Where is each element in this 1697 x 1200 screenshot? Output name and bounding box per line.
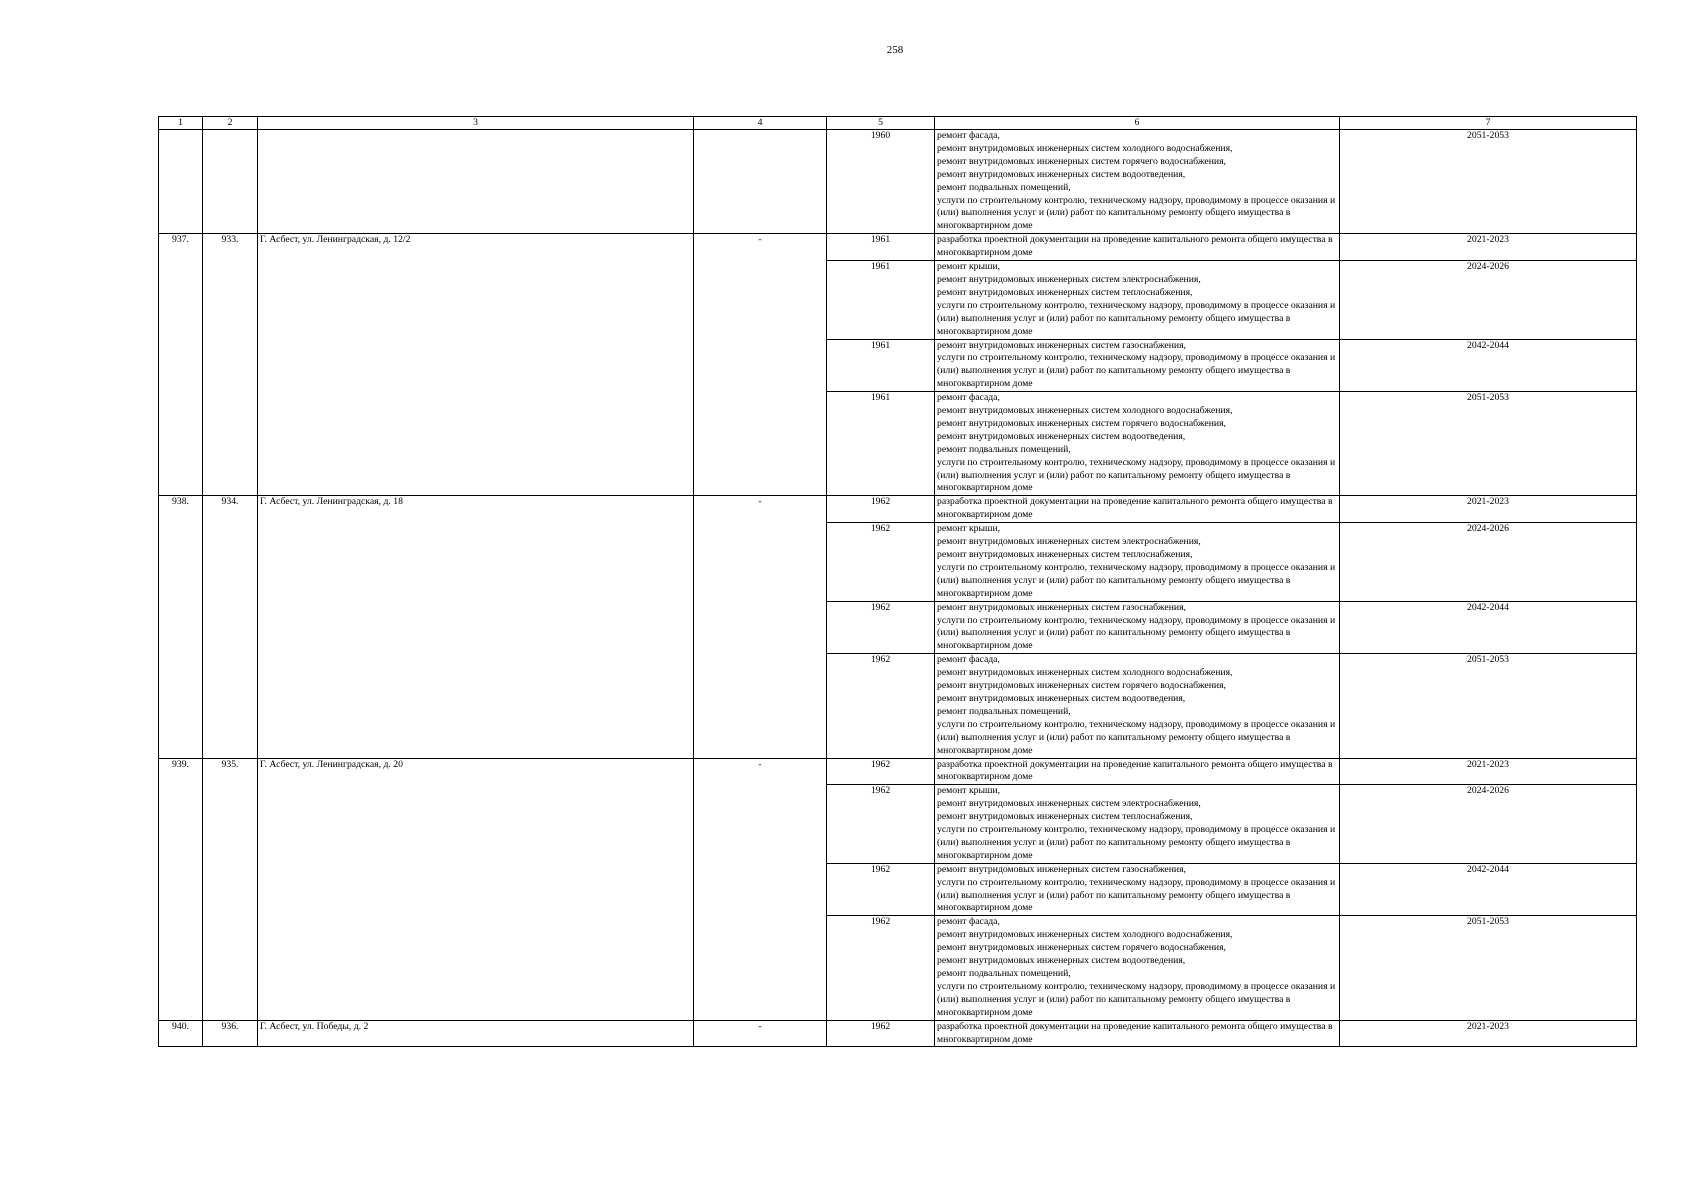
row-number-cell: 940. [159,1020,203,1047]
works-cell: ремонт фасада, ремонт внутридомовых инженерных систем холодного водоснабжения, ремонт внутридомовых инженерных систем горячего водоснабжения, ремонт внутридомовых инженерных систем водоотведения, ремонт подвальных помещений, услуги по строительному контролю, техническому надзору, проводимому в процессе оказания и (или) выполнения услуг и (или) работ по капитальному ремонту общего имущества в многоквартирном доме [935,654,1340,758]
period-cell: 2021-2023 [1340,496,1637,523]
year-cell: 1960 [827,130,935,234]
col4-cell: - [694,234,827,496]
works-cell: ремонт фасада, ремонт внутридомовых инженерных систем холодного водоснабжения, ремонт внутридомовых инженерных систем горячего водоснабжения, ремонт внутридомовых инженерных систем водоотведения, ремонт подвальных помещений, услуги по строительному контролю, техническому надзору, проводимому в процессе оказания и (или) выполнения услуг и (или) работ по капитальному ремонту общего имущества в многоквартирном доме [935,130,1340,234]
period-cell: 2021-2023 [1340,234,1637,261]
address-cell: Г. Асбест, ул. Победы, д. 2 [258,1020,694,1047]
works-cell: ремонт фасада, ремонт внутридомовых инженерных систем холодного водоснабжения, ремонт внутридомовых инженерных систем горячего водоснабжения, ремонт внутридомовых инженерных систем водоотведения, ремонт подвальных помещений, услуги по строительному контролю, техническому надзору, проводимому в процессе оказания и (или) выполнения услуг и (или) работ по капитальному ремонту общего имущества в многоквартирном доме [935,916,1340,1020]
column-header: 6 [935,117,1340,130]
header-row [159,117,1637,130]
table-header [159,117,1637,130]
year-cell: 1962 [827,758,935,785]
year-cell: 1961 [827,392,935,496]
row-number-cell: 938. [159,496,203,758]
row-code-cell: 936. [203,1020,258,1047]
year-cell: 1962 [827,654,935,758]
works-cell: ремонт внутридомовых инженерных систем газоснабжения, услуги по строительному контролю, техническому надзору, проводимому в процессе оказания и (или) выполнения услуг и (или) работ по капитальному ремонту общего имущества в многоквартирном доме [935,863,1340,916]
table-row [159,234,1637,261]
works-cell: разработка проектной документации на проведение капитального ремонта общего имущества в многоквартирном доме [935,234,1340,261]
address-cell [258,130,694,234]
period-cell: 2051-2053 [1340,654,1637,758]
page-number: 258 [886,44,904,56]
table-row [159,496,1637,523]
column-header: 2 [203,117,258,130]
address-cell: Г. Асбест, ул. Ленинградская, д. 12/2 [258,234,694,496]
col4-cell: - [694,1020,827,1047]
period-cell: 2021-2023 [1340,1020,1637,1047]
year-cell: 1962 [827,785,935,863]
year-cell: 1962 [827,496,935,523]
period-cell: 2021-2023 [1340,758,1637,785]
year-cell: 1962 [827,916,935,1020]
table-row [159,130,1637,234]
works-cell: разработка проектной документации на проведение капитального ремонта общего имущества в многоквартирном доме [935,496,1340,523]
row-code-cell: 933. [203,234,258,496]
column-header: 7 [1340,117,1637,130]
year-cell: 1961 [827,339,935,392]
year-cell: 1961 [827,234,935,261]
year-cell: 1962 [827,863,935,916]
period-cell: 2051-2053 [1340,392,1637,496]
period-cell: 2024-2026 [1340,523,1637,601]
works-cell: ремонт внутридомовых инженерных систем газоснабжения, услуги по строительному контролю, техническому надзору, проводимому в процессе оказания и (или) выполнения услуг и (или) работ по капитальному ремонту общего имущества в многоквартирном доме [935,339,1340,392]
row-number-cell: 937. [159,234,203,496]
works-cell: разработка проектной документации на проведение капитального ремонта общего имущества в многоквартирном доме [935,758,1340,785]
column-header: 3 [258,117,694,130]
column-header: 4 [694,117,827,130]
period-cell: 2042-2044 [1340,863,1637,916]
capital-repair-table [158,116,1637,1047]
address-cell: Г. Асбест, ул. Ленинградская, д. 18 [258,496,694,758]
period-cell: 2024-2026 [1340,785,1637,863]
works-cell: ремонт фасада, ремонт внутридомовых инженерных систем холодного водоснабжения, ремонт внутридомовых инженерных систем горячего водоснабжения, ремонт внутридомовых инженерных систем водоотведения, ремонт подвальных помещений, услуги по строительному контролю, техническому надзору, проводимому в процессе оказания и (или) выполнения услуг и (или) работ по капитальному ремонту общего имущества в многоквартирном доме [935,392,1340,496]
row-code-cell: 935. [203,758,258,1020]
period-cell: 2024-2026 [1340,261,1637,339]
table-row [159,758,1637,785]
row-code-cell: 934. [203,496,258,758]
year-cell: 1962 [827,601,935,654]
row-code-cell [203,130,258,234]
table-body [159,130,1637,1047]
year-cell: 1962 [827,523,935,601]
works-cell: разработка проектной документации на проведение капитального ремонта общего имущества в многоквартирном доме [935,1020,1340,1047]
row-number-cell [159,130,203,234]
works-cell: ремонт крыши, ремонт внутридомовых инженерных систем электроснабжения, ремонт внутридомовых инженерных систем теплоснабжения, услуги по строительному контролю, техническому надзору, проводимому в процессе оказания и (или) выполнения услуг и (или) работ по капитальному ремонту общего имущества в многоквартирном доме [935,523,1340,601]
year-cell: 1962 [827,1020,935,1047]
works-cell: ремонт внутридомовых инженерных систем газоснабжения, услуги по строительному контролю, техническому надзору, проводимому в процессе оказания и (или) выполнения услуг и (или) работ по капитальному ремонту общего имущества в многоквартирном доме [935,601,1340,654]
works-cell: ремонт крыши, ремонт внутридомовых инженерных систем электроснабжения, ремонт внутридомовых инженерных систем теплоснабжения, услуги по строительному контролю, техническому надзору, проводимому в процессе оказания и (или) выполнения услуг и (или) работ по капитальному ремонту общего имущества в многоквартирном доме [935,785,1340,863]
column-header: 1 [159,117,203,130]
period-cell: 2042-2044 [1340,601,1637,654]
col4-cell: - [694,496,827,758]
address-cell: Г. Асбест, ул. Ленинградская, д. 20 [258,758,694,1020]
period-cell: 2051-2053 [1340,916,1637,1020]
period-cell: 2042-2044 [1340,339,1637,392]
period-cell: 2051-2053 [1340,130,1637,234]
works-cell: ремонт крыши, ремонт внутридомовых инженерных систем электроснабжения, ремонт внутридомовых инженерных систем теплоснабжения, услуги по строительному контролю, техническому надзору, проводимому в процессе оказания и (или) выполнения услуг и (или) работ по капитальному ремонту общего имущества в многоквартирном доме [935,261,1340,339]
column-header: 5 [827,117,935,130]
table-row [159,1020,1637,1047]
col4-cell: - [694,758,827,1020]
col4-cell [694,130,827,234]
year-cell: 1961 [827,261,935,339]
row-number-cell: 939. [159,758,203,1020]
